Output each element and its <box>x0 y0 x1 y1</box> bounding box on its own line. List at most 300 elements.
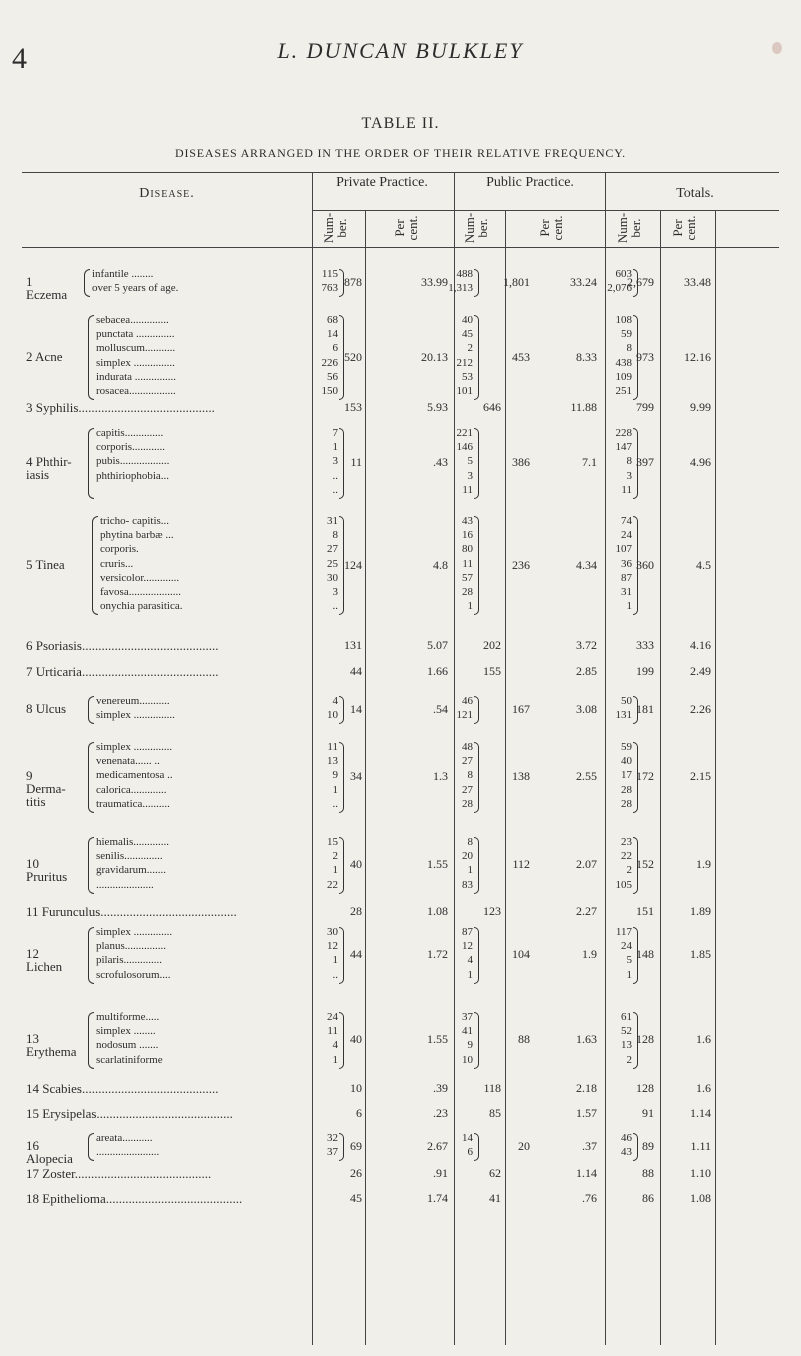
disease-subtype: pilaris.............. <box>96 954 162 967</box>
disease-subtype: traumatica.......... <box>96 797 170 810</box>
percent-value: .91 <box>433 1166 448 1180</box>
number-column-header: Num-ber. <box>614 212 643 244</box>
percent-value: 2.67 <box>427 1139 448 1154</box>
disease-subtype: over 5 years of age. <box>92 282 179 295</box>
item-count: 8 <box>626 342 632 355</box>
item-count: 107 <box>615 543 632 556</box>
percent-value: 1.55 <box>427 857 448 872</box>
disease-name: 3 Syphilis.......................................... <box>26 400 215 415</box>
left-brace <box>88 1012 94 1069</box>
percent-value: 2.49 <box>690 664 711 678</box>
item-count: 7 <box>332 427 338 439</box>
item-count: 22 <box>327 878 338 891</box>
total-count: 520 <box>344 349 362 364</box>
item-count: 150 <box>321 385 338 397</box>
item-count: 603 <box>615 268 632 280</box>
left-brace <box>88 428 94 499</box>
item-count: 27 <box>327 543 338 556</box>
item-count: 11 <box>621 483 632 496</box>
item-count: 48 <box>462 741 473 753</box>
total-count: 153 <box>344 400 362 414</box>
item-count: 8 <box>467 836 473 848</box>
disease-subtype: gravidarum....... <box>96 864 166 877</box>
item-count: 30 <box>327 926 338 938</box>
percent-value: 2.26 <box>690 702 711 717</box>
percent-value: .54 <box>433 702 448 717</box>
right-brace <box>474 696 479 724</box>
item-count: .. <box>332 483 338 496</box>
item-count: 221 <box>456 427 473 439</box>
percent-value: 9.99 <box>690 400 711 414</box>
total-count: 236 <box>512 557 530 572</box>
total-count: 123 <box>483 904 501 918</box>
disease-subtype: versicolor............. <box>100 571 180 584</box>
total-count: 88 <box>642 1166 654 1180</box>
item-count: 37 <box>327 1146 338 1159</box>
item-count: 40 <box>621 755 632 768</box>
disease-subtype: rosacea................. <box>96 385 176 397</box>
disease-subtype: planus............... <box>96 940 166 953</box>
percent-value: 1.9 <box>582 947 597 962</box>
total-count: 6 <box>356 1106 362 1120</box>
percent-value: .39 <box>433 1081 448 1095</box>
item-count: 438 <box>615 356 632 369</box>
percent-value: 1.89 <box>690 904 711 918</box>
item-count: 2 <box>332 850 338 863</box>
public-practice-header: Public Practice. <box>486 175 574 190</box>
item-count: 117 <box>615 926 632 938</box>
percent-value: 12.16 <box>684 349 711 364</box>
item-count: 87 <box>462 926 473 938</box>
percent-value: 1.72 <box>427 947 448 962</box>
percent-value: 1.74 <box>427 1191 448 1205</box>
left-brace <box>88 927 94 984</box>
item-count: 8 <box>626 455 632 468</box>
item-count: 24 <box>621 940 632 953</box>
percent-value: 1.9 <box>696 857 711 872</box>
total-count: 202 <box>483 638 501 652</box>
item-count: 28 <box>621 797 632 810</box>
total-count: 34 <box>350 769 362 784</box>
total-count: 62 <box>489 1166 501 1180</box>
item-count: 4 <box>332 695 338 707</box>
percent-value: .76 <box>582 1191 597 1205</box>
disease-name: 16 Alopecia <box>26 1138 73 1167</box>
item-count: 17 <box>621 769 632 782</box>
total-count: 131 <box>344 638 362 652</box>
total-count: 386 <box>512 455 530 470</box>
disease-subtype: phytina barbæ ... <box>100 529 174 542</box>
percent-value: 1.11 <box>690 1139 711 1154</box>
right-brace <box>474 1012 479 1069</box>
item-count: 50 <box>621 695 632 707</box>
disease-name: 1 Eczema <box>26 274 68 303</box>
item-count: 68 <box>327 314 338 326</box>
disease-subtype: pubis.................. <box>96 455 170 468</box>
totals-header: Totals. <box>676 186 714 201</box>
total-count: 20 <box>518 1139 530 1154</box>
disease-name: 11 Furunculus.......................................... <box>26 904 237 919</box>
disease-subtype: hiemalis............. <box>96 836 170 848</box>
item-count: 6 <box>467 1146 473 1159</box>
total-count: 128 <box>636 1081 654 1095</box>
disease-subtype: molluscum........... <box>96 342 176 355</box>
item-count: 41 <box>462 1025 473 1038</box>
total-count: 118 <box>483 1081 501 1095</box>
percent-value: 2.07 <box>576 857 597 872</box>
total-count: 973 <box>636 349 654 364</box>
disease-subtype: punctata .............. <box>96 328 175 341</box>
disease-subtype: tricho- capitis... <box>100 515 170 527</box>
item-count: 108 <box>615 314 632 326</box>
total-count: 44 <box>350 664 362 678</box>
total-count: 124 <box>344 557 362 572</box>
item-count: .. <box>332 968 338 981</box>
item-count: 3 <box>332 586 338 598</box>
disease-name: 12 Lichen <box>26 946 63 975</box>
right-brace <box>474 315 479 400</box>
total-count: 2,679 <box>627 275 654 290</box>
disease-column-header: Disease. <box>139 186 195 201</box>
item-count: 9 <box>332 769 338 782</box>
item-count: 11 <box>327 741 338 753</box>
total-count: 397 <box>636 455 654 470</box>
table-subtitle: DISEASES ARRANGED IN THE ORDER OF THEIR RELATIVE FREQUENCY. <box>175 146 626 160</box>
total-count: 91 <box>642 1106 654 1120</box>
disease-name: 9 Derma-titis <box>26 768 66 810</box>
item-count: 1 <box>626 600 632 613</box>
total-count: 69 <box>350 1139 362 1154</box>
item-count: 59 <box>621 328 632 341</box>
percent-value: 1.08 <box>427 904 448 918</box>
item-count: 763 <box>321 282 338 295</box>
disease-subtype: simplex .............. <box>96 741 173 753</box>
percent-column-header: Per cent. <box>669 215 698 241</box>
disease-name: 17 Zoster.......................................... <box>26 1166 212 1181</box>
percent-column-header: Per cent. <box>537 215 565 241</box>
disease-subtype: sebacea.............. <box>96 314 169 326</box>
total-count: 41 <box>489 1191 501 1205</box>
disease-subtype: calorica............. <box>96 783 167 796</box>
total-count: 138 <box>512 769 530 784</box>
item-count: 5 <box>626 954 632 967</box>
left-brace <box>92 516 98 615</box>
disease-subtype: medicamentosa .. <box>96 769 173 782</box>
percent-value: 2.85 <box>576 664 597 678</box>
column-rule <box>365 210 366 1345</box>
column-rule <box>715 210 716 1345</box>
percent-value: 4.5 <box>696 557 711 572</box>
item-count: 83 <box>462 878 473 891</box>
item-count: 2 <box>626 864 632 877</box>
disease-name: 15 Erysipelas.......................................... <box>26 1106 233 1121</box>
disease-subtype: ..................... <box>96 878 154 891</box>
item-count: 24 <box>327 1011 338 1023</box>
item-count: .. <box>332 469 338 482</box>
total-count: 85 <box>489 1106 501 1120</box>
percent-value: 1.14 <box>576 1166 597 1180</box>
right-brace <box>474 269 479 297</box>
disease-name: 5 Tinea <box>26 556 65 572</box>
item-count: 28 <box>462 797 473 810</box>
disease-subtype: cruris... <box>100 557 134 570</box>
percent-value: 1.66 <box>427 664 448 678</box>
disease-subtype: corporis............ <box>96 441 166 454</box>
item-count: .. <box>332 797 338 810</box>
item-count: 12 <box>327 940 338 953</box>
item-count: 30 <box>327 571 338 584</box>
item-count: 57 <box>462 571 473 584</box>
disease-name: 18 Epithelioma.......................................... <box>26 1191 243 1206</box>
disease-name: 14 Scabies.......................................... <box>26 1081 219 1096</box>
total-count: 360 <box>636 557 654 572</box>
item-count: 1 <box>467 968 473 981</box>
disease-name: 8 Ulcus <box>26 701 67 717</box>
item-count: 13 <box>327 755 338 768</box>
item-count: 115 <box>321 268 338 280</box>
total-count: 88 <box>518 1032 530 1047</box>
item-count: 27 <box>462 755 473 768</box>
disease-subtype: capitis.............. <box>96 427 164 439</box>
total-count: 152 <box>636 857 654 872</box>
item-count: 109 <box>615 370 632 383</box>
item-count: 43 <box>621 1146 632 1159</box>
item-count: 31 <box>621 586 632 598</box>
item-count: 5 <box>467 455 473 468</box>
item-count: 53 <box>462 370 473 383</box>
item-count: 6 <box>332 342 338 355</box>
percent-value: 1.55 <box>427 1032 448 1047</box>
percent-value: 33.99 <box>421 275 448 290</box>
item-count: 61 <box>621 1011 632 1023</box>
item-count: 24 <box>621 529 632 542</box>
disease-subtype: areata........... <box>96 1132 153 1144</box>
item-count: 32 <box>327 1132 338 1144</box>
item-count: 36 <box>621 557 632 570</box>
item-count: 1 <box>467 864 473 877</box>
disease-name: 4 Phthir-iasis <box>26 454 72 483</box>
total-count: 86 <box>642 1191 654 1205</box>
total-count: 155 <box>483 664 501 678</box>
item-count: 9 <box>467 1039 473 1052</box>
item-count: 11 <box>462 483 473 496</box>
percent-value: .37 <box>582 1139 597 1154</box>
item-count: 28 <box>462 586 473 598</box>
item-count: 1 <box>626 968 632 981</box>
total-count: 1,801 <box>503 275 530 290</box>
item-count: 10 <box>327 709 338 722</box>
total-count: 26 <box>350 1166 362 1180</box>
percent-value: 2.27 <box>576 904 597 918</box>
item-count: 4 <box>332 1039 338 1052</box>
disease-subtype: ....................... <box>96 1146 160 1159</box>
right-brace <box>474 837 479 894</box>
percent-value: 1.63 <box>576 1032 597 1047</box>
item-count: 105 <box>615 878 632 891</box>
item-count: 8 <box>332 529 338 542</box>
disease-subtype: onychia parasitica. <box>100 600 183 613</box>
right-brace <box>474 927 479 984</box>
item-count: 45 <box>462 328 473 341</box>
left-brace <box>84 269 90 297</box>
disease-subtype: indurata ............... <box>96 370 177 383</box>
item-count: 80 <box>462 543 473 556</box>
page-number: 4 <box>12 42 27 75</box>
percent-value: 2.55 <box>576 769 597 784</box>
item-count: 11 <box>327 1025 338 1038</box>
item-count: 15 <box>327 836 338 848</box>
percent-value: 1.14 <box>690 1106 711 1120</box>
item-count: 121 <box>456 709 473 722</box>
percent-value: 11.88 <box>570 400 597 414</box>
running-title: L. DUNCAN BULKLEY <box>277 38 524 63</box>
percent-value: 5.07 <box>427 638 448 652</box>
item-count: 16 <box>462 529 473 542</box>
disease-subtype: scarlatiniforme <box>96 1053 163 1066</box>
disease-subtype: phthiriophobia... <box>96 469 170 482</box>
item-count: 13 <box>621 1039 632 1052</box>
disease-subtype: corporis. <box>100 543 139 556</box>
percent-value: 20.13 <box>421 349 448 364</box>
item-count: 1 <box>332 864 338 877</box>
item-count: 228 <box>615 427 632 439</box>
percent-value: 2.18 <box>576 1081 597 1095</box>
right-brace <box>474 742 479 813</box>
item-count: 147 <box>615 441 632 454</box>
total-count: 14 <box>350 702 362 717</box>
item-count: 1 <box>467 600 473 613</box>
total-count: 799 <box>636 400 654 414</box>
item-count: 59 <box>621 741 632 753</box>
total-count: 112 <box>512 857 530 872</box>
item-count: 146 <box>456 441 473 454</box>
item-count: 2 <box>626 1053 632 1066</box>
percent-value: 3.72 <box>576 638 597 652</box>
percent-value: 4.34 <box>576 557 597 572</box>
total-count: 11 <box>350 455 362 470</box>
total-count: 333 <box>636 638 654 652</box>
item-count: 1 <box>332 783 338 796</box>
item-count: 8 <box>467 769 473 782</box>
total-count: 453 <box>512 349 530 364</box>
disease-name: 13 Erythema <box>26 1031 77 1060</box>
disease-subtype: multiforme..... <box>96 1011 160 1023</box>
percent-value: 2.15 <box>690 769 711 784</box>
disease-subtype: simplex .............. <box>96 926 173 938</box>
number-column-header: Num-ber. <box>461 212 490 244</box>
item-count: 22 <box>621 850 632 863</box>
item-count: 40 <box>462 314 473 326</box>
disease-subtype: simplex ............... <box>96 709 175 722</box>
item-count: 1,313 <box>448 282 473 295</box>
percent-value: 3.08 <box>576 702 597 717</box>
private-practice-header: Private Practice. <box>336 175 428 190</box>
total-count: 28 <box>350 904 362 918</box>
left-brace <box>88 837 94 894</box>
disease-subtype: venenata...... .. <box>96 755 160 768</box>
item-count: 3 <box>467 469 473 482</box>
item-count: 23 <box>621 836 632 848</box>
percent-value: 1.10 <box>690 1166 711 1180</box>
total-count: 199 <box>636 664 654 678</box>
item-count: 46 <box>462 695 473 707</box>
item-count: 3 <box>626 469 632 482</box>
item-count: 226 <box>321 356 338 369</box>
disease-name: 6 Psoriasis.......................................... <box>26 638 219 653</box>
right-brace <box>474 516 479 615</box>
total-count: 10 <box>350 1081 362 1095</box>
item-count: 31 <box>327 515 338 527</box>
item-count: 52 <box>621 1025 632 1038</box>
item-count: 101 <box>456 385 473 397</box>
item-count: 43 <box>462 515 473 527</box>
total-count: 172 <box>636 769 654 784</box>
left-brace <box>88 742 94 813</box>
item-count: 131 <box>615 709 632 722</box>
percent-value: 7.1 <box>582 455 597 470</box>
total-count: 89 <box>642 1139 654 1154</box>
total-count: 878 <box>344 275 362 290</box>
disease-subtype: senilis.............. <box>96 850 163 863</box>
item-count: 488 <box>456 268 473 280</box>
item-count: 87 <box>621 571 632 584</box>
disease-subtype: venereum........... <box>96 695 170 707</box>
disease-name: 10 Pruritus <box>26 856 68 885</box>
disease-name: 2 Acne <box>26 348 63 364</box>
disease-subtype: infantile ........ <box>92 268 154 280</box>
table-title: TABLE II. <box>361 115 440 132</box>
item-count: 1 <box>332 441 338 454</box>
total-count: 40 <box>350 857 362 872</box>
disease-subtype: simplex ............... <box>96 356 175 369</box>
ink-blot <box>772 42 782 54</box>
total-count: 151 <box>636 904 654 918</box>
percent-value: 4.96 <box>690 455 711 470</box>
item-count: 4 <box>467 954 473 967</box>
item-count: 3 <box>332 455 338 468</box>
item-count: .. <box>332 600 338 613</box>
disease-subtype: favosa................... <box>100 586 181 598</box>
item-count: 28 <box>621 783 632 796</box>
item-count: 251 <box>615 385 632 397</box>
percent-value: 33.48 <box>684 275 711 290</box>
percent-value: 1.08 <box>690 1191 711 1205</box>
total-count: 646 <box>483 400 501 414</box>
disease-name: 7 Urticaria.......................................... <box>26 664 219 679</box>
right-brace <box>474 1133 479 1161</box>
item-count: 212 <box>456 356 473 369</box>
table-top-rule <box>22 172 779 173</box>
disease-subtype: scrofulosorum.... <box>96 968 171 981</box>
item-count: 37 <box>462 1011 473 1023</box>
item-count: 12 <box>462 940 473 953</box>
item-count: 25 <box>327 557 338 570</box>
item-count: 1 <box>332 954 338 967</box>
left-brace <box>88 1133 94 1161</box>
item-count: 46 <box>621 1132 632 1144</box>
number-column-header: Num-ber. <box>320 212 349 244</box>
item-count: 2 <box>467 342 473 355</box>
item-count: 74 <box>621 515 632 527</box>
total-count: 167 <box>512 702 530 717</box>
total-count: 45 <box>350 1191 362 1205</box>
percent-value: 4.8 <box>433 557 448 572</box>
percent-value: 33.24 <box>570 275 597 290</box>
left-brace <box>88 315 94 400</box>
item-count: 14 <box>462 1132 473 1144</box>
item-count: 56 <box>327 370 338 383</box>
item-count: 11 <box>462 557 473 570</box>
